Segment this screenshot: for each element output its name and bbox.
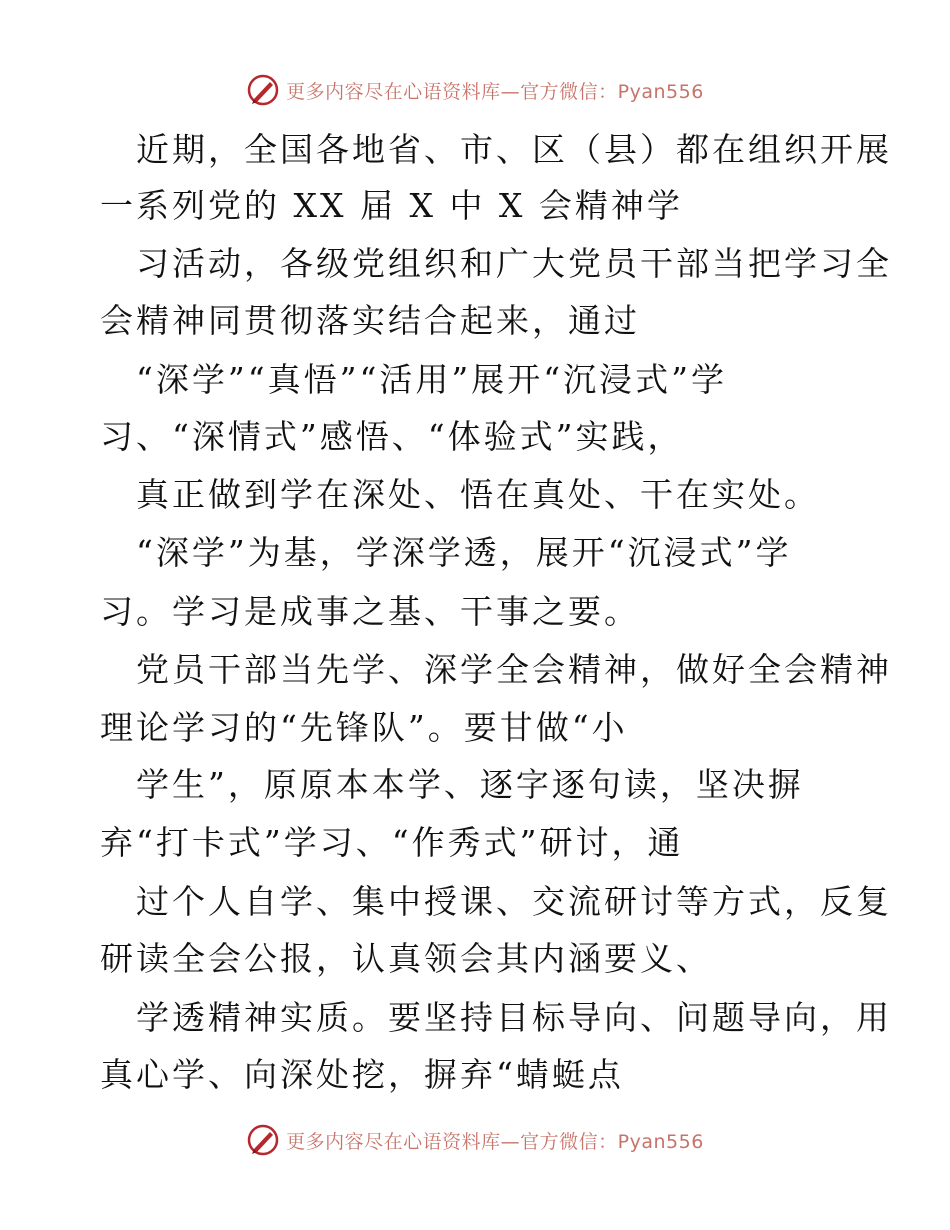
text-line: 会精神同贯彻落实结合起来，通过 <box>100 301 640 340</box>
text-line: 学生”，原原本本学、逐字逐句读，坚决摒 <box>136 765 804 804</box>
text-line: 学透精神实质。要坚持目标导向、问题导向，用 <box>136 998 892 1037</box>
text-line: 习活动，各级党组织和广大党员干部当把学习全 <box>136 244 892 283</box>
text-line: 研读全会公报，认真领会其内涵要义、 <box>100 939 712 978</box>
text-line: “深学”为基，学深学透，展开“沉浸式”学 <box>136 533 792 572</box>
text-line: 过个人自学、集中授课、交流研讨等方式，反复 <box>136 882 892 921</box>
text-line: 真正做到学在深处、悟在真处、干在实处。 <box>136 475 820 514</box>
text-line: 习。学习是成事之基、干事之要。 <box>100 592 640 631</box>
text-line: 习、“深情式”感悟、“体验式”实践， <box>100 417 684 456</box>
pen-logo-icon <box>246 1123 280 1157</box>
header-banner <box>0 70 950 110</box>
pen-logo-icon <box>246 73 280 107</box>
text-line: 理论学习的“先锋队”。要甘做“小 <box>100 708 628 747</box>
footer-banner <box>0 1120 950 1160</box>
footer-banner-text: 更多内容尽在心语资料库—官方微信：Pyan556 <box>286 1130 704 1153</box>
header-banner-text: 更多内容尽在心语资料库—官方微信：Pyan556 <box>286 80 704 103</box>
text-line: 党员干部当先学、深学全会精神，做好全会精神 <box>136 650 892 689</box>
text-line: “深学”“真悟”“活用”展开“沉浸式”学 <box>136 360 727 399</box>
text-line: 真心学、向深处挖，摒弃“蜻蜓点 <box>100 1055 624 1094</box>
text-line: 近期，全国各地省、市、区（县）都在组织开展 <box>136 130 892 169</box>
text-line: 弃“打卡式”学习、“作秀式”研讨，通 <box>100 823 684 862</box>
text-line: 一系列党的 XX 届 X 中 X 会精神学 <box>100 186 683 225</box>
